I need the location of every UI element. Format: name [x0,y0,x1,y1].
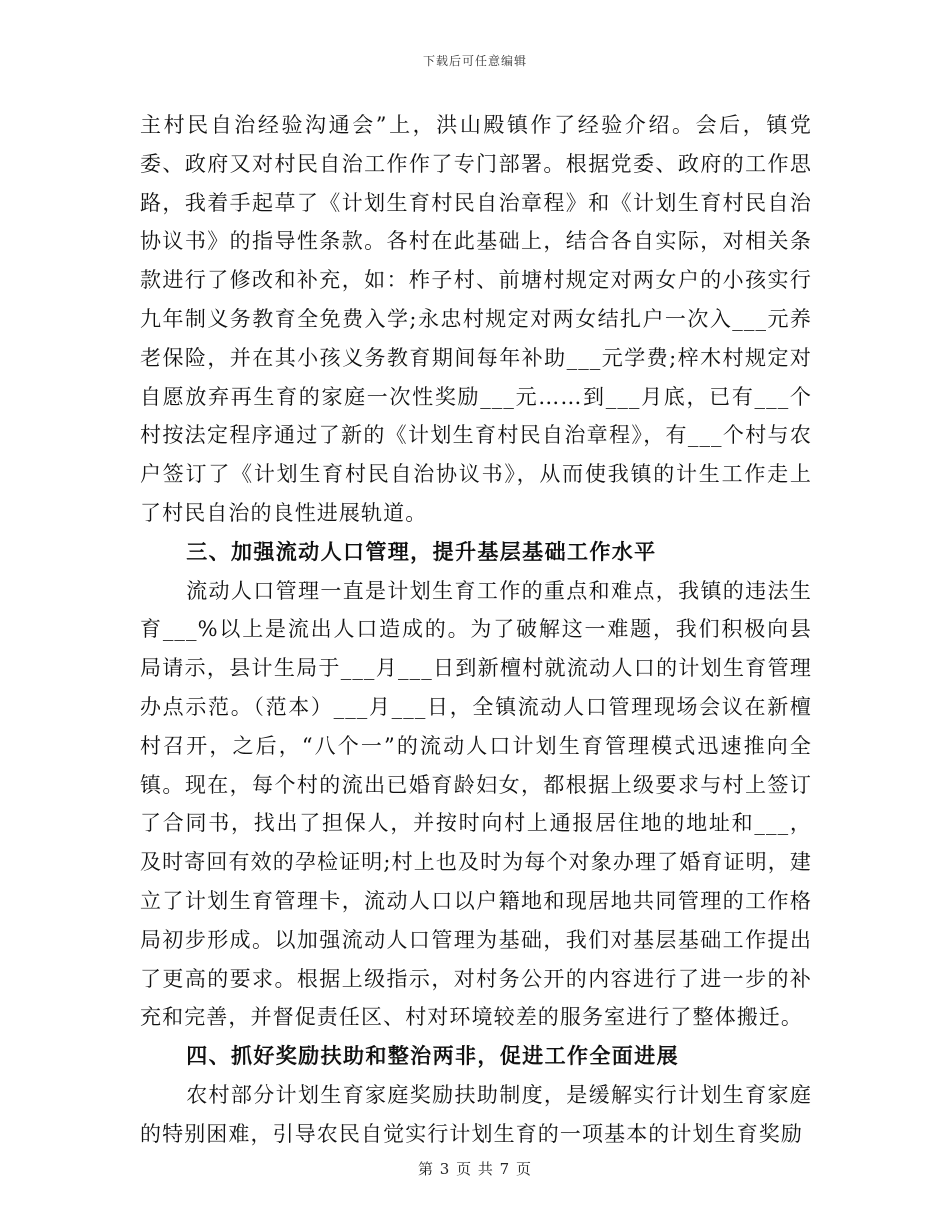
document-body [140,106,812,1154]
paragraph-floating-population: 流动人口管理一直是计划生育工作的重点和难点，我镇的违法生育___%以上是流出人口造成的。为了破解这一难题，我们积极向县局请示，县计生局于___月___日到新檀村就流动人口的计划生育管理办点示范。（范本）___月___日，全镇流动人口管理现场会议在新檀村召开，之后，“八个一”的流动人口计划生育管理模式迅速推向全镇。现在，每个村的流出已婚育龄妇女，都根据上级要求与村上签订了合同书，找出了担保人，并按时向村上通报居住地的地址和___，及时寄回有效的孕检证明;村上也及时为每个对象办理了婚育证明，建立了计划生育管理卡，流动人口以户籍地和现居地共同管理的工作格局初步形成。以加强流动人口管理为基础，我们对基层基础工作提出了更高的要求。根据上级指示，对村务公开的内容进行了进一步的补充和完善，并督促责任区、村对环境较差的服务室进行了整体搬迁。 [140,578,812,1030]
paragraph-village-autonomy: 主村民自治经验沟通会”上，洪山殿镇作了经验介绍。会后，镇党委、政府又对村民自治工作作了专门部署。根据党委、政府的工作思路，我着手起草了《计划生育村民自治章程》和《计划生育村民自治协议书》的指导性条款。各村在此基础上，结合各自实际，对相关条款进行了修改和补充，如：柞子村、前塘村规定对两女户的小孩实行九年制义务教育全免费入学;永忠村规定对两女结扎户一次入___元养老保险，并在其小孩义务教育期间每年补助___元学费;梓木村规定对自愿放弃再生育的家庭一次性奖励___元……到___月底，已有___个村按法定程序通过了新的《计划生育村民自治章程》，有___个村与农户签订了《计划生育村民自治协议书》，从而使我镇的计生工作走上了村民自治的良性进展轨道。 [140,113,812,525]
page-number-footer: 第 3 页 共 7 页 [418,1160,532,1178]
section-heading-4: 四、抓好奖励扶助和整治两非，促进工作全面进展 [186,1043,679,1069]
page-header: 下载后可任意编辑 [422,54,527,68]
section-heading-3: 三、加强流动人口管理，提升基层基础工作水平 [186,538,657,564]
paragraph-reward-assistance: 农村部分计划生育家庭奖励扶助制度，是缓解实行计划生育家庭的特别困难，引导农民自觉实行计划生育的一项基本的计划生育奖励 [140,1082,812,1146]
